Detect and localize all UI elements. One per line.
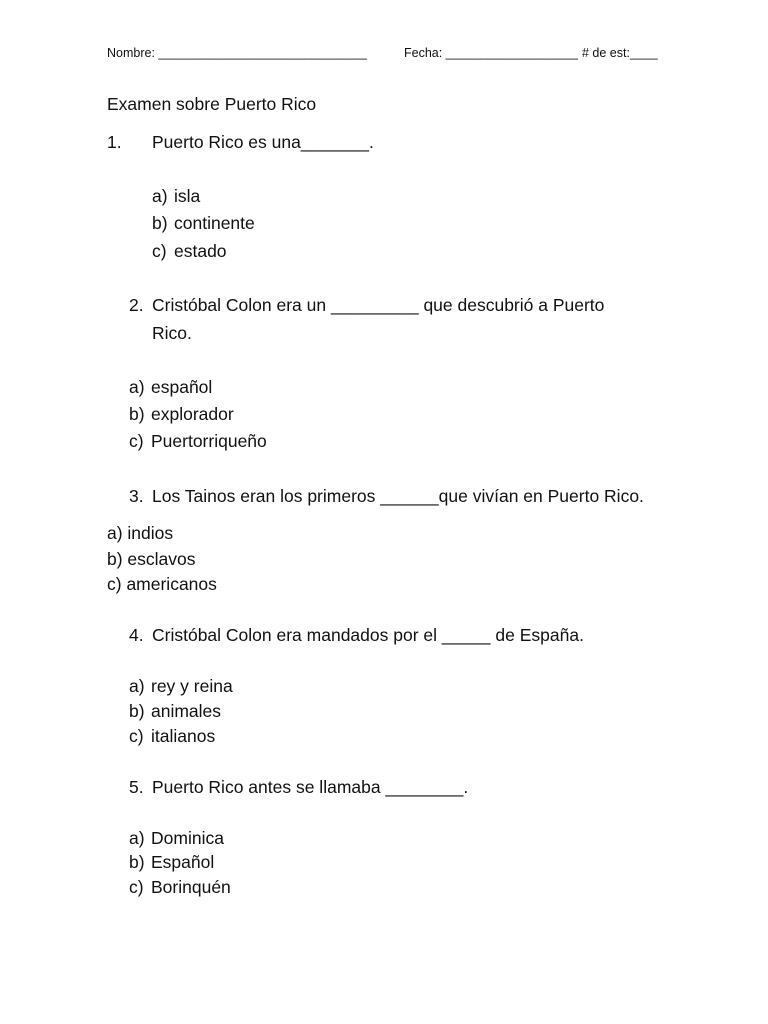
question-1-option-c: [152, 241, 227, 262]
question-2-number: 2.: [129, 295, 144, 315]
option-letter: a): [152, 186, 168, 206]
option-text: estado: [174, 241, 227, 261]
name-field: Nombre: ______________________________: [107, 46, 367, 60]
option-letter: b): [129, 404, 145, 424]
question-3-option-c: c) americanos: [107, 574, 217, 594]
question-5-option-b: [129, 852, 214, 873]
student-number-field: # de est:____: [582, 46, 658, 60]
question-5-option-a: [129, 828, 224, 849]
option-text: Puertorriqueño: [151, 431, 267, 451]
question-5-number: 5.: [129, 777, 144, 797]
question-3-text: Los Tainos eran los primeros ______que vivían en Puerto Rico.: [152, 486, 644, 506]
option-text: Dominica: [151, 828, 224, 848]
option-letter: b): [129, 701, 145, 721]
question-5-text: Puerto Rico antes se llamaba ________.: [152, 777, 469, 797]
question-3-option-b: b) esclavos: [107, 549, 196, 569]
question-1-text: Puerto Rico es una_______.: [152, 132, 374, 152]
option-letter: b): [152, 213, 168, 233]
option-text: Borinquén: [151, 877, 231, 897]
question-2-option-a: [129, 377, 212, 398]
option-letter: a): [129, 676, 145, 696]
option-text: italianos: [151, 726, 216, 746]
option-letter: a): [129, 828, 145, 848]
question-3-option-a: a) indios: [107, 523, 174, 543]
date-field: Fecha: ___________________: [404, 46, 578, 60]
option-text: explorador: [151, 404, 234, 424]
question-2-text-line-2: Rico.: [152, 323, 192, 343]
option-text: rey y reina: [151, 676, 233, 696]
page-title: Examen sobre Puerto Rico: [107, 94, 317, 114]
question-1-number: 1.: [107, 132, 122, 152]
option-letter: c): [129, 726, 144, 746]
question-3-number: 3.: [129, 486, 144, 506]
option-text: Español: [151, 852, 215, 872]
option-letter: c): [129, 431, 144, 451]
question-5-option-c: [129, 877, 231, 898]
option-letter: a): [129, 377, 145, 397]
question-4-option-c: [129, 726, 215, 747]
question-4-number: 4.: [129, 625, 144, 645]
option-letter: c): [152, 241, 167, 261]
option-letter: b): [129, 852, 145, 872]
question-2-option-c: [129, 431, 267, 452]
option-text: español: [151, 377, 213, 397]
question-2-text-line-1: Cristóbal Colon era un _________ que descubrió a Puerto: [152, 295, 605, 315]
question-4-option-b: [129, 701, 221, 722]
question-1-option-b: [152, 213, 255, 234]
option-letter: c): [129, 877, 144, 897]
option-text: animales: [151, 701, 222, 721]
option-text: continente: [174, 213, 255, 233]
question-4-option-a: [129, 676, 233, 697]
question-1-option-a: [152, 186, 200, 207]
option-text: isla: [174, 186, 201, 206]
question-2-option-b: [129, 404, 234, 425]
question-4-text: Cristóbal Colon era mandados por el _____ de España.: [152, 625, 584, 645]
